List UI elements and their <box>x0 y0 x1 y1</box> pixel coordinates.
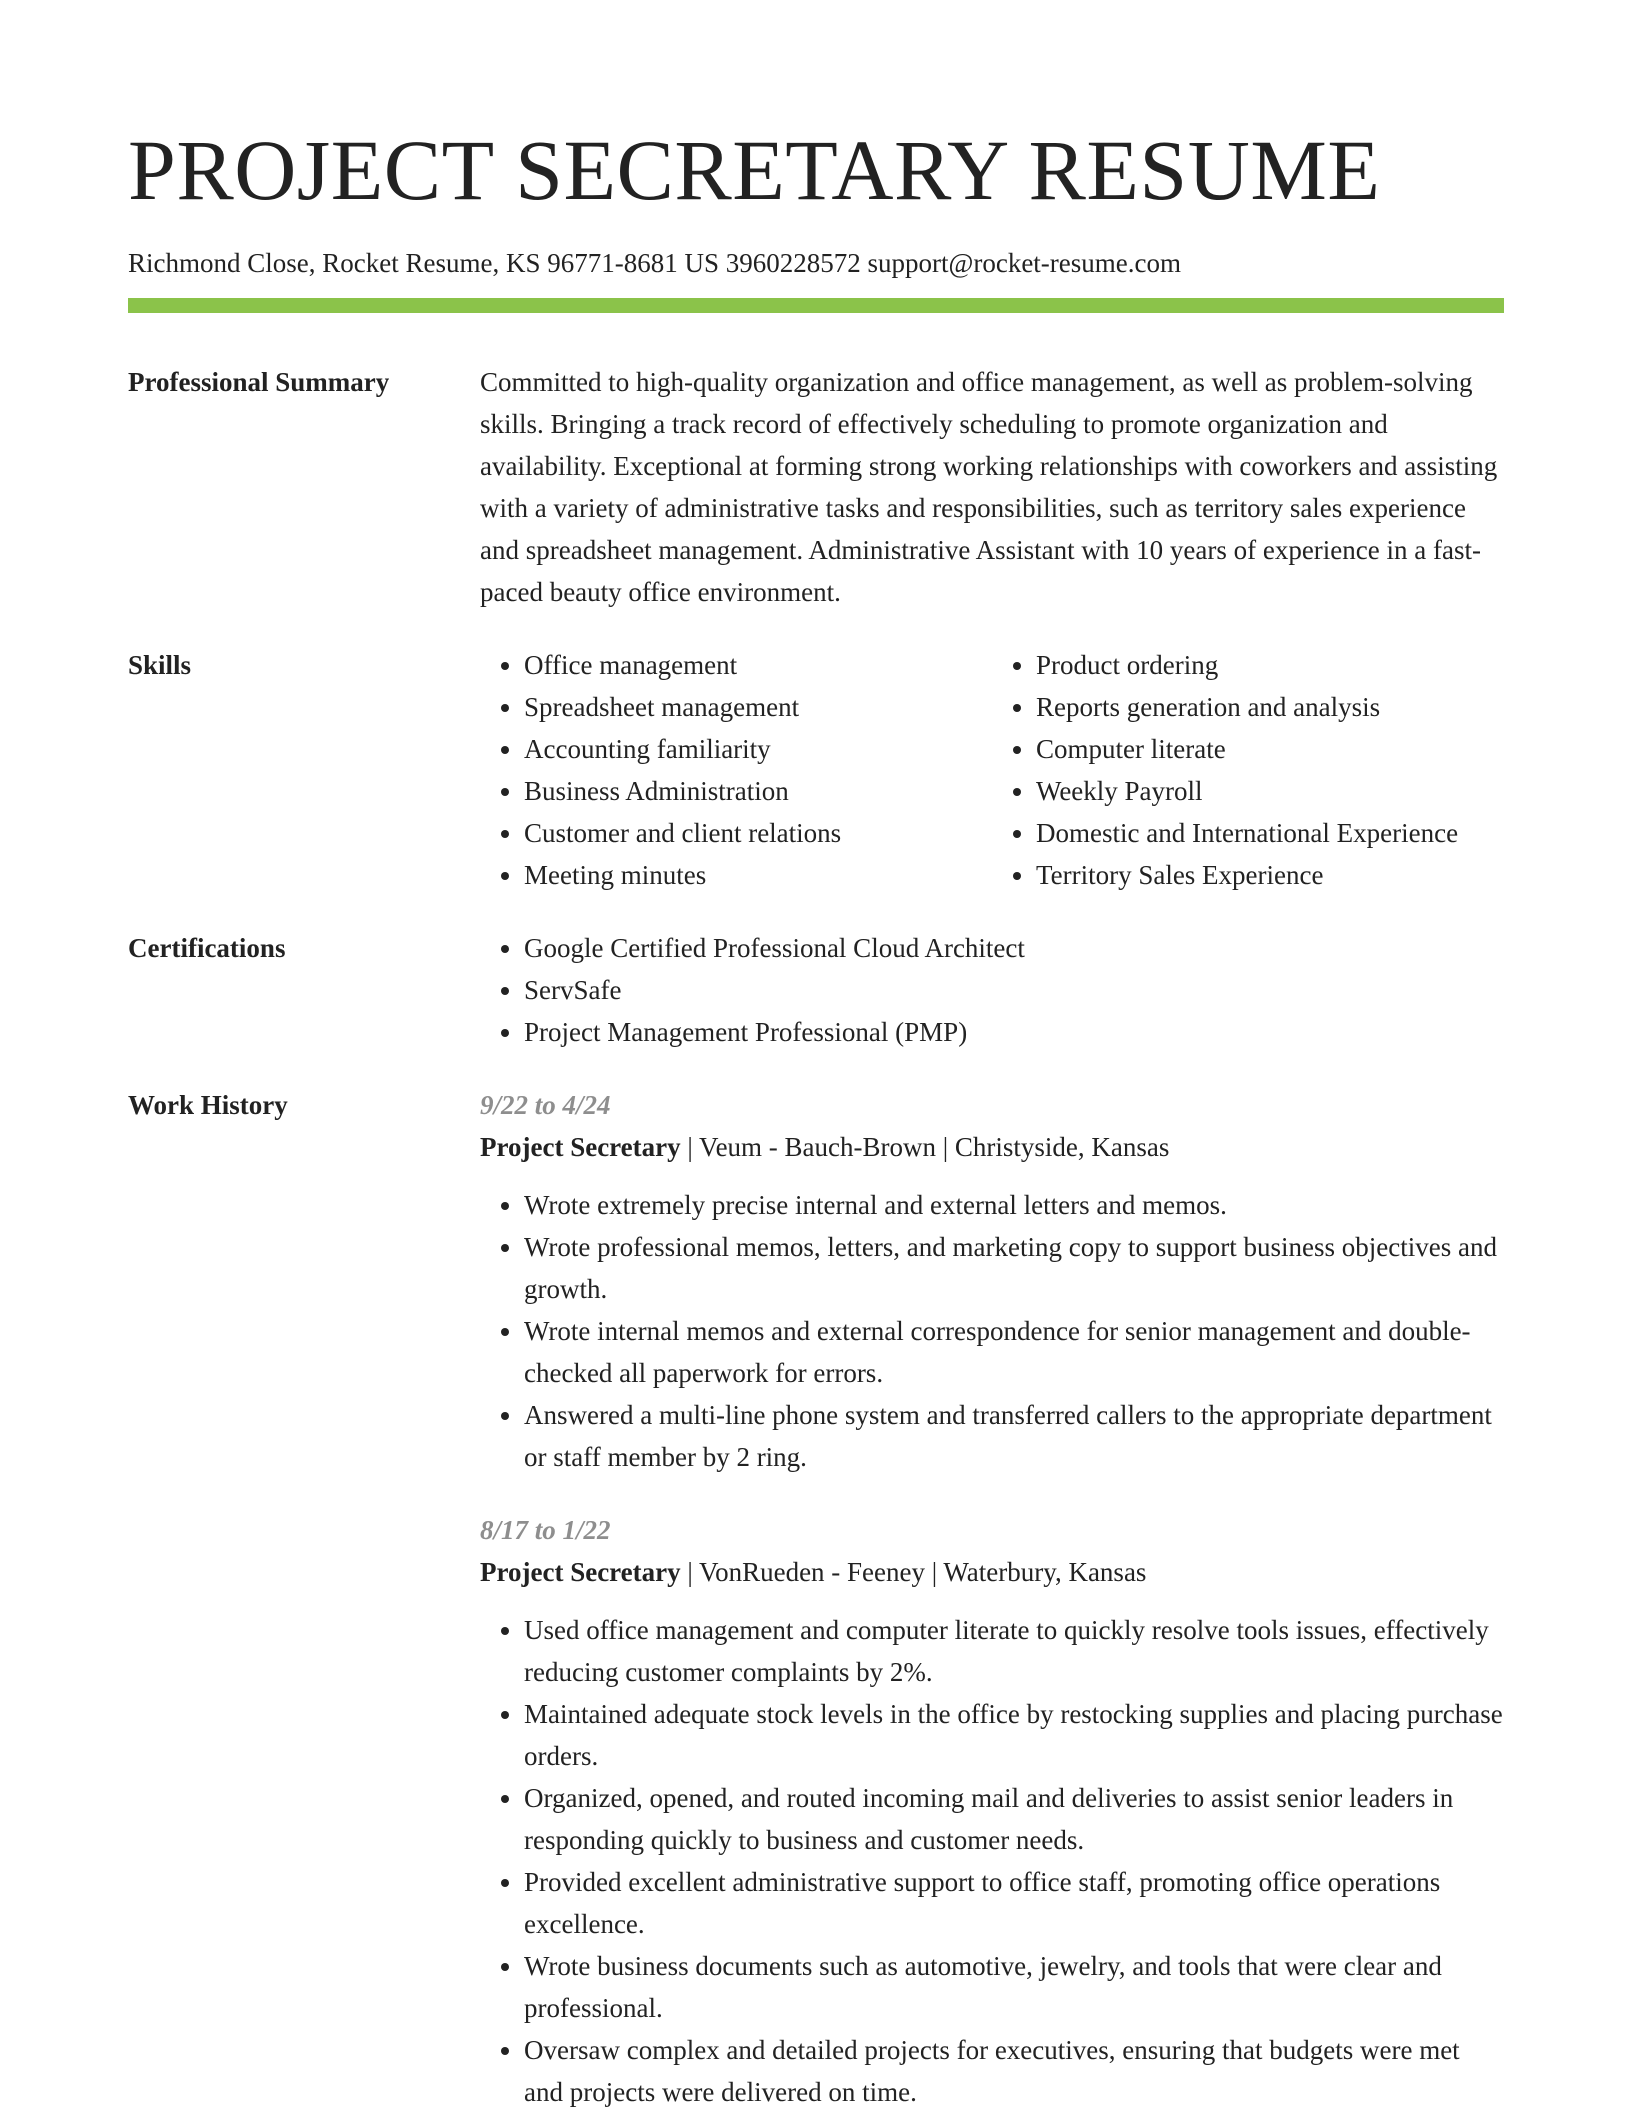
job-dates: 8/17 to 1/22 <box>480 1515 611 1545</box>
list-item: • Accounting familiarity <box>524 728 992 770</box>
section-label-certifications: Certifications <box>128 933 286 963</box>
list-item: • Answered a multi-line phone system and transferred callers to the appropriate department or staff member by 2 ring. <box>524 1394 1504 1478</box>
list-item: • Territory Sales Experience <box>1036 854 1504 896</box>
resume-title: PROJECT SECRETARY RESUME <box>128 122 1381 218</box>
section-label-skills: Skills <box>128 650 192 680</box>
list-item: • Spreadsheet management <box>524 686 992 728</box>
job-dates: 9/22 to 4/24 <box>480 1090 611 1120</box>
certifications-list <box>480 927 1504 1053</box>
certifications-section <box>128 927 1504 1053</box>
list-item: • Computer literate <box>1036 728 1504 770</box>
job-details: | VonRueden - Feeney | Waterbury, Kansas <box>680 1557 1147 1587</box>
list-item: • Business Administration <box>524 770 992 812</box>
job-bullets <box>480 1184 1504 1478</box>
list-item: • Wrote internal memos and external correspondence for senior management and double-checked all paperwork for errors. <box>524 1310 1504 1394</box>
list-item: • ServSafe <box>524 969 1504 1011</box>
job-title: Project Secretary <box>480 1557 681 1587</box>
list-item: • Domestic and International Experience <box>1036 812 1504 854</box>
list-item: • Reports generation and analysis <box>1036 686 1504 728</box>
skills-grid <box>480 644 1504 896</box>
skills-section <box>128 644 1504 896</box>
list-item: • Wrote extremely precise internal and external letters and memos. <box>524 1184 1504 1226</box>
accent-divider <box>128 298 1504 313</box>
list-item: • Maintained adequate stock levels in the office by restocking supplies and placing purchase orders. <box>524 1693 1504 1777</box>
job-bullets <box>480 1609 1504 2113</box>
list-item: • Oversaw complex and detailed projects for executives, ensuring that budgets were met and projects were delivered on time. <box>524 2029 1504 2113</box>
job-entry <box>480 1509 1504 2113</box>
list-item: • Organized, opened, and routed incoming mail and deliveries to assist senior leaders in responding quickly to business and customer needs. <box>524 1777 1504 1861</box>
contact-line: Richmond Close, Rocket Resume, KS 96771-8681 US 3960228572 support@rocket-resume.com <box>128 248 1181 278</box>
list-item: • Product ordering <box>1036 644 1504 686</box>
list-item: • Google Certified Professional Cloud Architect <box>524 927 1504 969</box>
list-item: • Weekly Payroll <box>1036 770 1504 812</box>
skills-list-right <box>992 644 1504 896</box>
job-title-line <box>480 1126 1504 1168</box>
job-details: | Veum - Bauch-Brown | Christyside, Kansas <box>680 1132 1170 1162</box>
section-label-work-history: Work History <box>128 1090 288 1120</box>
section-label-summary: Professional Summary <box>128 367 390 397</box>
list-item: • Customer and client relations <box>524 812 992 854</box>
list-item: • Office management <box>524 644 992 686</box>
resume-page <box>128 0 1504 2113</box>
list-item: • Meeting minutes <box>524 854 992 896</box>
work-history-section <box>128 1084 1504 2113</box>
summary-section <box>128 361 1504 613</box>
job-title-line <box>480 1551 1504 1593</box>
skills-list-left <box>480 644 992 896</box>
job-entry <box>480 1084 1504 1478</box>
job-title: Project Secretary <box>480 1132 681 1162</box>
list-item: • Used office management and computer literate to quickly resolve tools issues, effectively reducing customer complaints by 2%. <box>524 1609 1504 1693</box>
list-item: • Wrote business documents such as automotive, jewelry, and tools that were clear and professional. <box>524 1945 1504 2029</box>
summary-text: Committed to high-quality organization and office management, as well as problem-solving skills. Bringing a track record of effectively scheduling to promote organization and availability. Exceptional at forming strong working relationships with coworkers and assisting with a variety of administrative tasks and responsibilities, such as territory sales experience and spreadsheet management. Administrative Assistant with 10 years of experience in a fast-paced beauty office environment. <box>480 367 1498 607</box>
list-item: • Wrote professional memos, letters, and marketing copy to support business objectives and growth. <box>524 1226 1504 1310</box>
list-item: • Project Management Professional (PMP) <box>524 1011 1504 1053</box>
list-item: • Provided excellent administrative support to office staff, promoting office operations excellence. <box>524 1861 1504 1945</box>
